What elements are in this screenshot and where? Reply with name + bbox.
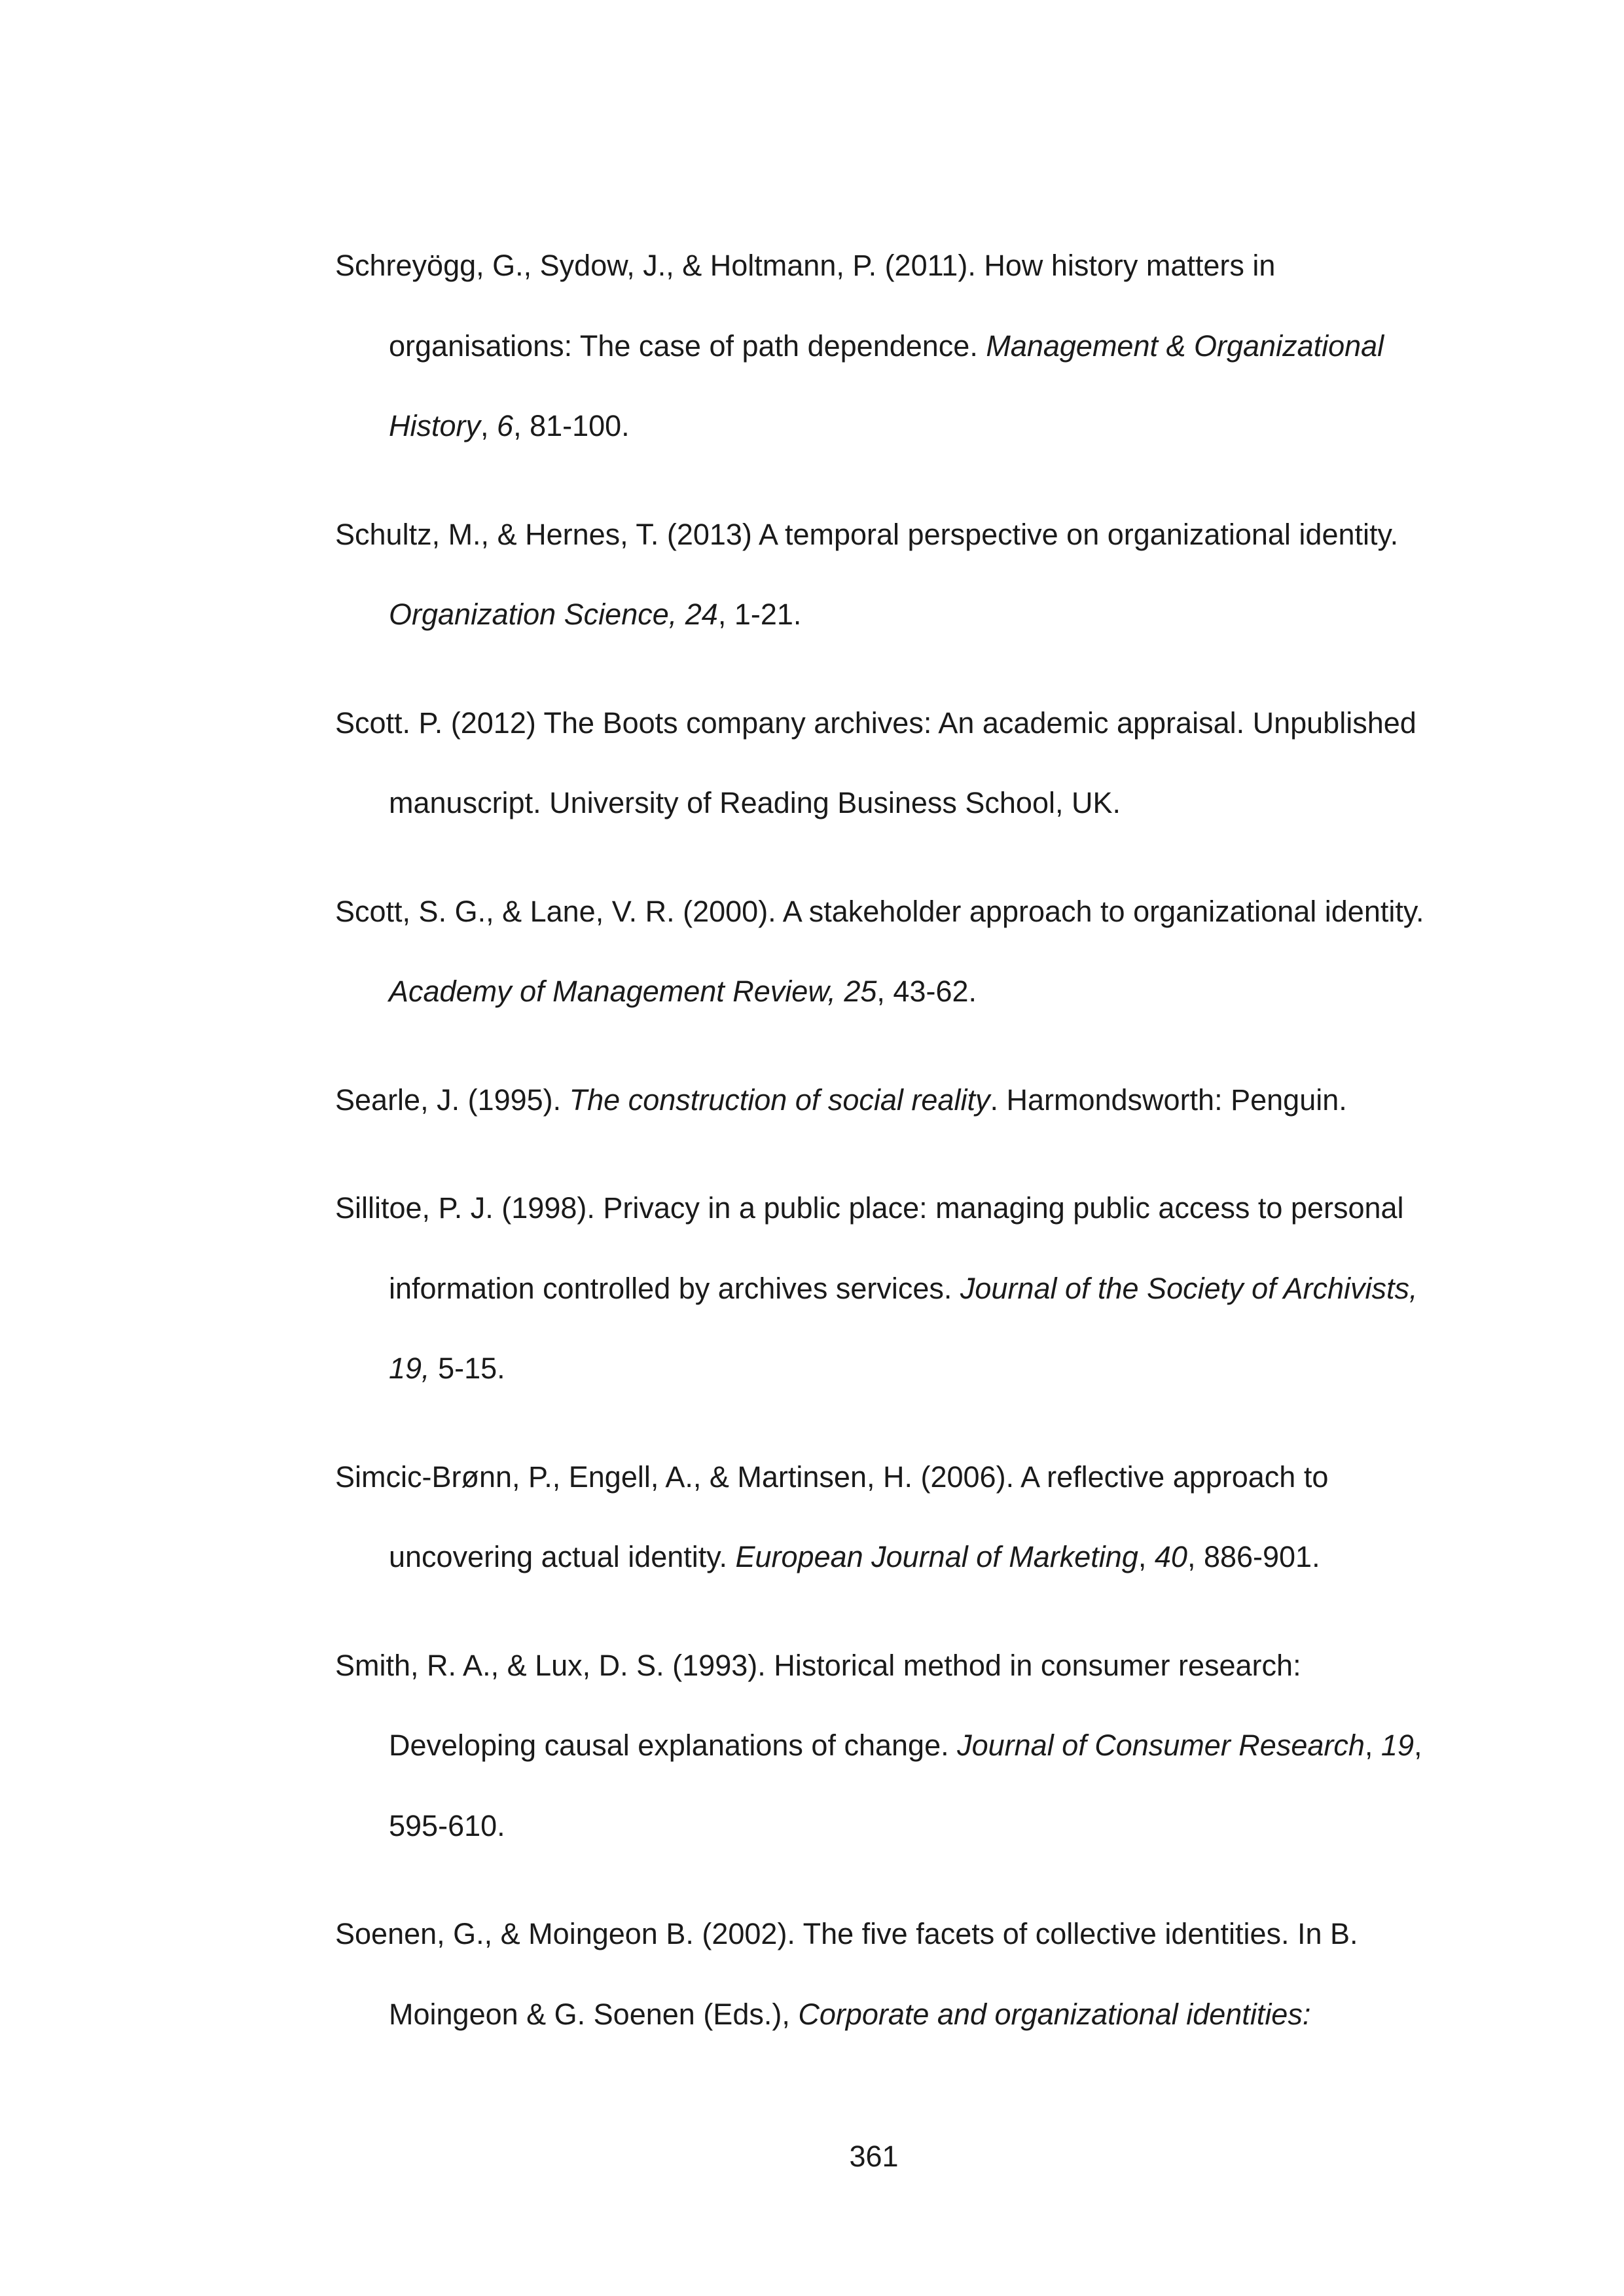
ref-pages: 5-15. bbox=[429, 1352, 505, 1385]
ref-text: , bbox=[1138, 1540, 1155, 1573]
reference-entry bbox=[335, 1894, 1448, 2054]
ref-pages: , 886-901. bbox=[1187, 1540, 1320, 1573]
ref-journal: Academy of Management Review, 25 bbox=[389, 975, 877, 1008]
ref-volume: 19 bbox=[1380, 1729, 1414, 1762]
reference-entry bbox=[335, 226, 1448, 467]
reference-entry bbox=[335, 872, 1448, 1032]
ref-text: Schreyögg, G., Sydow, J., & Holtmann, P. (2011). How history matters in organisations: The case of path dependence. bbox=[335, 249, 1276, 363]
ref-text: , bbox=[1364, 1729, 1381, 1762]
ref-text: Searle, J. (1995). bbox=[335, 1083, 569, 1117]
ref-text: Smith, R. A., & Lux, D. S. (1993). Historical method in consumer research: Developing causal explanations of change. bbox=[335, 1648, 1301, 1762]
reference-entry bbox=[335, 683, 1448, 844]
ref-journal: Management & Organizational History bbox=[389, 329, 1384, 442]
ref-volume: 40 bbox=[1154, 1540, 1187, 1573]
ref-pages: , 81-100. bbox=[513, 409, 630, 442]
ref-pages: , 1-21. bbox=[717, 598, 802, 631]
reference-entry bbox=[335, 1168, 1448, 1409]
ref-text: Scott, S. G., & Lane, V. R. (2000). A stakeholder approach to organizational identity. bbox=[335, 894, 1424, 928]
reference-entry bbox=[335, 1437, 1448, 1598]
ref-text: Schultz, M., & Hernes, T. (2013) A temporal perspective on organizational identity. bbox=[335, 517, 1399, 551]
reference-entry bbox=[335, 1626, 1448, 1867]
ref-publisher: . Harmondsworth: Penguin. bbox=[990, 1083, 1347, 1117]
ref-journal: Journal of Consumer Research bbox=[957, 1729, 1365, 1762]
ref-text: Sillitoe, P. J. (1998). Privacy in a public place: managing public access to personal information controlled by archives services. bbox=[335, 1191, 1404, 1305]
page-number: 361 bbox=[849, 2140, 899, 2173]
ref-pages: , 595-610. bbox=[389, 1729, 1422, 1842]
reference-entry bbox=[335, 1060, 1448, 1141]
reference-entry bbox=[335, 495, 1448, 655]
ref-journal: Organization Science, 24 bbox=[389, 598, 718, 631]
reference-list bbox=[335, 226, 1448, 2083]
ref-journal: Journal of the Society of Archivists, 19, bbox=[389, 1271, 1418, 1385]
ref-journal: European Journal of Marketing bbox=[735, 1540, 1138, 1573]
ref-volume: 6 bbox=[497, 409, 514, 442]
ref-pages: , 43-62. bbox=[876, 975, 977, 1008]
ref-text: Soenen, G., & Moingeon B. (2002). The five facets of collective identities. In B. Moingeon & G. Soenen (Eds.), bbox=[335, 1917, 1358, 2031]
ref-text: Scott. P. (2012) The Boots company archives: An academic appraisal. Unpublished manuscript. University of Reading Business School, UK. bbox=[335, 706, 1416, 819]
ref-text: Simcic-Brønn, P., Engell, A., & Martinsen, H. (2006). A reflective approach to uncovering actual identity. bbox=[335, 1460, 1329, 1573]
ref-book-title: The construction of social reality bbox=[569, 1083, 990, 1117]
ref-text: , bbox=[480, 409, 497, 442]
ref-book-title: Corporate and organizational identities: bbox=[798, 1997, 1311, 2031]
